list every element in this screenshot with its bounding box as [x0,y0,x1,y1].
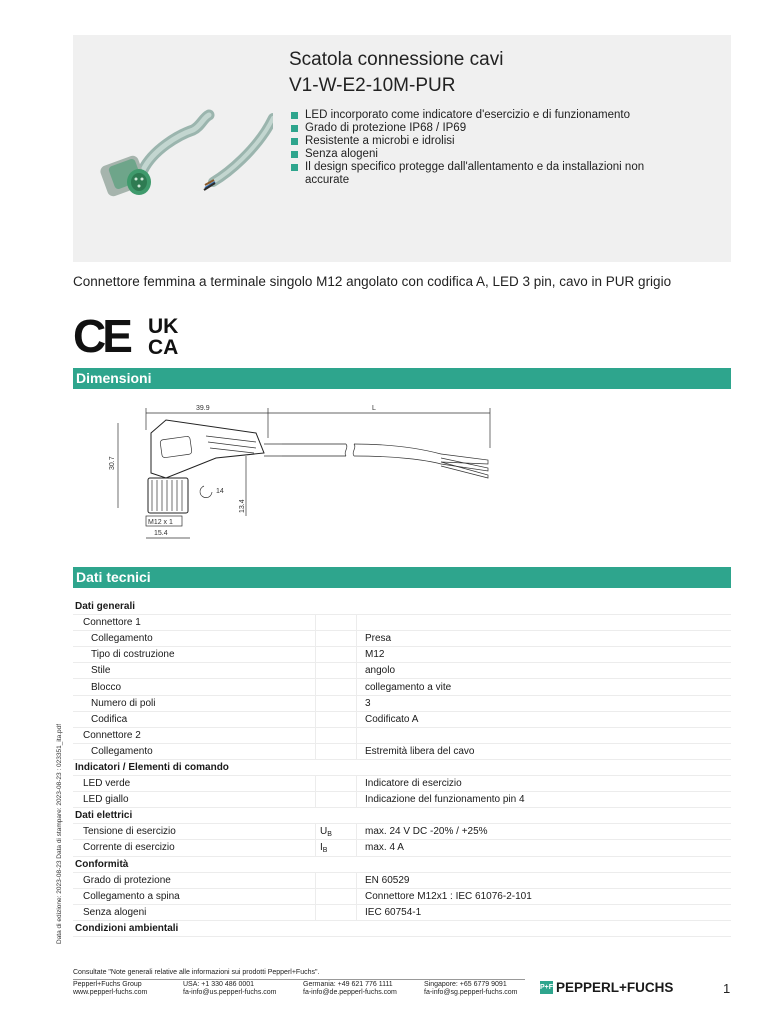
spec-label: Tipo di costruzione [73,647,316,663]
spec-value: max. 4 A [357,840,732,856]
spec-row [73,840,731,856]
dim-m12x1: M12 x 1 [148,519,173,526]
dim-39-9: 39.9 [196,405,210,412]
spec-symbol-letter: I [320,841,323,853]
bullet-square-icon [291,138,298,145]
product-image [93,90,273,200]
spec-symbol [316,904,357,920]
spec-label: Collegamento [73,743,316,759]
title-block [289,47,649,187]
spec-symbol-subscript: B [327,830,332,838]
spec-symbol [316,872,357,888]
spec-row [73,663,731,679]
dim-15-4: 15.4 [154,530,168,537]
footer-contact-phone: Singapore: +65 6779 9091 [424,981,507,988]
feature-list [289,109,649,187]
section-dimensions-header: Dimensioni [73,368,731,389]
spec-symbol [316,776,357,792]
spec-row [73,679,731,695]
footer-contact-group [73,981,147,997]
spec-section-row [73,759,731,775]
spec-value: angolo [357,663,732,679]
spec-symbol [316,792,357,808]
spec-symbol [316,695,357,711]
spec-value: Indicazione del funzionamento pin 4 [357,792,732,808]
spec-label: Senza alogeni [73,904,316,920]
spec-value: collegamento a vite [357,679,732,695]
spec-row [73,792,731,808]
spec-label: Grado di protezione [73,872,316,888]
spec-row [73,776,731,792]
spec-symbol [316,743,357,759]
spec-section-row [73,920,731,936]
spec-value: max. 24 V DC -20% / +25% [357,824,732,840]
footer-email-link[interactable]: fa-info@sg.pepperl-fuchs.com [424,989,518,996]
section-technical-header: Dati tecnici [73,567,731,588]
spec-symbol-subscript: B [322,846,328,854]
spec-label: Collegamento [73,631,316,647]
spec-value [357,856,732,872]
brand-name: PEPPERL+FUCHS [556,980,674,995]
spec-symbol [316,759,357,775]
spec-value: Connettore M12x1 : IEC 61076-2-101 [357,888,732,904]
spec-label: Indicatori / Elementi di comando [73,759,316,775]
spec-symbol [316,679,357,695]
brand-mark-icon: P+F [540,981,553,994]
spec-symbol [316,663,357,679]
spec-row [73,631,731,647]
spec-label: Codifica [73,711,316,727]
spec-symbol [316,727,357,743]
spec-row [73,615,731,631]
edition-date-note: Data di edizione: 2023-08-23 Data di stampare: 2023-08-23 : 023351_ita.pdf [56,723,63,944]
spec-row [73,695,731,711]
spec-row [73,872,731,888]
spec-value [357,727,732,743]
dim-14: 14 [216,488,224,495]
spec-value: Codificato A [357,711,732,727]
footer-email-link[interactable]: fa-info@us.pepperl-fuchs.com [183,989,277,996]
spec-section-row [73,599,731,615]
footer-contact-name: Pepperl+Fuchs Group [73,981,142,988]
spec-symbol-letter: U [320,825,328,837]
spec-row [73,824,731,840]
footer-contact-germany [303,981,397,997]
bullet-square-icon [291,164,298,171]
dim-13-4: 13.4 [239,499,246,513]
spec-row [73,888,731,904]
spec-symbol [316,631,357,647]
spec-symbol [316,615,357,631]
spec-row [73,743,731,759]
technical-data-body [73,599,731,936]
footer-email-link[interactable]: fa-info@de.pepperl-fuchs.com [303,989,397,996]
spec-symbol [316,824,357,840]
spec-label: Connettore 1 [73,615,316,631]
technical-data-table [73,599,731,937]
spec-row [73,904,731,920]
dim-L: L [372,405,376,412]
spec-value [357,920,732,936]
footer-contact-usa [183,981,276,997]
ukca-mark-top: UK [148,315,179,338]
footer-contacts [73,981,533,1001]
spec-symbol [316,711,357,727]
spec-label: Tensione di esercizio [73,824,316,840]
product-category-title: Scatola connessione cavi [289,49,504,70]
bullet-square-icon [291,125,298,132]
spec-row [73,711,731,727]
spec-symbol [316,599,357,615]
spec-symbol [316,808,357,824]
footer-divider [73,979,525,980]
spec-symbol [316,888,357,904]
product-header-panel [73,35,731,262]
spec-symbol [316,647,357,663]
feature-item: LED incorporato come indicatore d'esercizio e di funzionamento [289,109,649,122]
spec-value [357,599,732,615]
spec-section-row [73,808,731,824]
spec-label: Condizioni ambientali [73,920,316,936]
spec-row [73,647,731,663]
dim-30-7: 30.7 [109,456,116,470]
feature-item: Grado di protezione IP68 / IP69 [289,122,649,135]
spec-row [73,727,731,743]
spec-label: Collegamento a spina [73,888,316,904]
spec-value: M12 [357,647,732,663]
spec-value [357,759,732,775]
product-model-title: V1-W-E2-10M-PUR [289,75,456,96]
spec-value [357,808,732,824]
footer-website-link[interactable]: www.pepperl-fuchs.com [73,989,148,996]
spec-symbol [316,840,357,856]
dimension-drawing [96,398,496,548]
spec-label: Dati elettrici [73,808,316,824]
spec-label: Conformità [73,856,316,872]
spec-label: Dati generali [73,599,316,615]
spec-value: IEC 60754-1 [357,904,732,920]
bullet-square-icon [291,151,298,158]
spec-label: Stile [73,663,316,679]
product-description: Connettore femmina a terminale singolo M12 angolato con codifica A, LED 3 pin, cavo in PUR grigio [73,274,672,289]
spec-symbol [316,856,357,872]
feature-item: Il design specifico protegge dall'allentamento e da installazioni non accurate [289,161,649,187]
spec-label: LED giallo [73,792,316,808]
ce-mark-icon: CE [73,314,129,358]
page-number: 1 [723,981,731,996]
spec-value [357,615,732,631]
spec-symbol [316,920,357,936]
footer-contact-phone: Germania: +49 621 776 1111 [303,981,393,988]
spec-label: LED verde [73,776,316,792]
feature-item: Senza alogeni [289,148,649,161]
spec-label: Numero di poli [73,695,316,711]
spec-value: EN 60529 [357,872,732,888]
spec-section-row [73,856,731,872]
bullet-square-icon [291,112,298,119]
certification-marks [73,314,203,358]
feature-item: Resistente a microbi e idrolisi [289,135,649,148]
spec-value: Estremità libera del cavo [357,743,732,759]
ukca-mark-bottom: CA [148,336,179,358]
spec-value: 3 [357,695,732,711]
spec-label: Corrente di esercizio [73,840,316,856]
footer-note: Consultate "Note generali relative alle informazioni sui prodotti Pepperl+Fuchs". [73,969,320,976]
footer-contact-singapore [424,981,517,997]
spec-label: Blocco [73,679,316,695]
spec-value: Presa [357,631,732,647]
footer-contact-phone: USA: +1 330 486 0001 [183,981,255,988]
spec-label: Connettore 2 [73,727,316,743]
spec-value: Indicatore di esercizio [357,776,732,792]
